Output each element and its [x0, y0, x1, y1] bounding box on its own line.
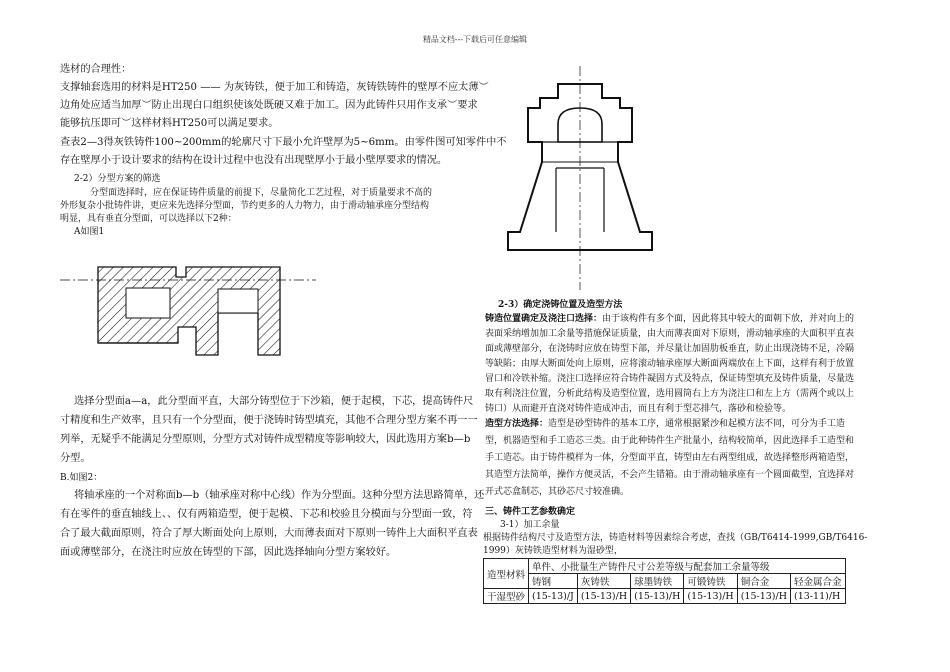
bold-lead: 造型方法选择：: [485, 419, 549, 429]
section-heading: 2-3）确定浇铸位置及造型方法: [498, 300, 623, 310]
paragraph: 支撑轴套选用的材料是HT250 —— 为灰铸铁，便于加工和铸造，灰铸铁铸件的壁厚不应太薄︶: [60, 82, 489, 93]
table-header-cell: 可锻铸铁: [684, 574, 737, 589]
table-header-cell: 单件、小批量生产铸件尺寸公差等级与配套加工余量等级: [529, 559, 846, 574]
paragraph: 表面采纳增加加工余量等措施保证质量，由大而薄表面对下原则，滑动轴承座的大面积平直表: [485, 329, 855, 339]
table-header-cell: 灰铸铁: [577, 574, 630, 589]
figure-2-bearing-seat-drawing: [500, 62, 670, 294]
sub-heading: 3-1）加工余量: [500, 520, 560, 530]
paragraph: 边角处应适当加厚︶防止出现白口组织使该处既硬又难于加工。因为此铸件只用作支承︶要求: [60, 100, 478, 111]
table-header-cell: 造型材料: [484, 559, 529, 589]
paragraph: 选材的合理性：: [60, 64, 132, 75]
paragraph: 由于该构件有多个面，因此将其中较大的面朝下放，并对向上的: [602, 314, 855, 324]
paragraph: 1999）灰铸铁造型材料为湿砂型，: [483, 546, 623, 556]
paragraph: 寸精度和生产效率，且只有一个分型面，便于浇铸时铸型填充，其他不合理分型方案不再一一: [60, 415, 478, 426]
paragraph: 面或薄壁部分，在浇注时应放在铸型的下部，因此选择轴向分型方案较好。: [60, 547, 397, 558]
chapter-heading: 三、铸件工艺参数确定: [485, 507, 576, 517]
page-header: 精品文档---下载后可任意编辑: [422, 35, 528, 44]
paragraph: 开式芯盒制芯，其砂芯尺寸较准确。: [485, 487, 630, 497]
paragraph: 根据铸件结构尺寸及造型方法，铸造材料等因素综合考虑，查找（GB/T6414-1999,GB/T6416-: [483, 533, 868, 543]
machining-allowance-table: [483, 558, 846, 604]
paragraph: 型，机器造型和手工造芯三类。由于此种铸件生产批量小，结构较简单，因此选择手工造型和: [485, 436, 855, 446]
paragraph: 选择分型面a—a，此分型面平直，大部分铸型位于下沙箱，便于起模，下芯，提高铸件尺: [74, 396, 474, 407]
table-header-cell: 铜合金: [737, 574, 790, 589]
figure-1-section-drawing: [58, 243, 320, 365]
table-cell: (15-13)/H: [737, 589, 790, 604]
figure-label: B.如图2：: [60, 473, 103, 483]
table-cell: (15-13)/H: [684, 589, 737, 604]
table-row: [484, 589, 846, 604]
paragraph: 铸口）从而避开直浇对铸件造成冲击，而且有利于型芯排气，落砂和检验等。: [485, 404, 792, 414]
paragraph: 手工造芯。由于铸件模样为一体，分型面平直，铸型由左右两型组成，故选择整形两箱造型，: [485, 453, 855, 463]
paragraph: 查表2—3得灰铁铸件100~200mm的轮廓尺寸下最小允许壁厚为5~6mm。由零件图可知零件中不: [60, 137, 507, 148]
paragraph: 存在壁厚小于设计要求的结构在设计过程中也没有出现壁厚小于最小壁厚要求的情况。: [60, 155, 448, 166]
table-cell: (15-13)/H: [577, 589, 630, 604]
table-header-cell: 轻金属合金: [791, 574, 846, 589]
table-cell: (15-13)/H: [631, 589, 684, 604]
paragraph: 能够抗压即可︶这样材料HT250可以满足要求。: [60, 118, 279, 129]
paragraph: 等缺陷；由厚大断面处向上原则，应将滚动轴承座厚大断面两端放在上下面，这样有利于放置: [485, 359, 855, 369]
table-cell: (15-13)/J: [529, 589, 578, 604]
paragraph: 合了最大截面原则，符合了厚大断面处向上原则，大而薄表面对下原则一铸件上大面积平直表: [60, 528, 478, 539]
table-header-cell: 铸钢: [529, 574, 578, 589]
table-cell: 干湿型砂: [484, 589, 529, 604]
paragraph: 将轴承座的一个对称面b—b（轴承座对称中心线）作为分型面。这种分型方法思路简单，还: [74, 490, 485, 501]
table-header-cell: 球墨铸铁: [631, 574, 684, 589]
table-cell: (13-11)/H: [791, 589, 846, 604]
paragraph: 其造型方法简单，操作方便灵活，不会产生错箱。由于滑动轴承座有一个圆面截型，宜选择对: [485, 470, 855, 480]
paragraph: 明显，具有垂直分型面，可以选择以下2种：: [60, 214, 237, 224]
paragraph: 取有利浇注位置，分析此结构及造型位置，选用圆筒右上方为浇注口和左上方（需两个或以上: [485, 389, 855, 399]
paragraph: 有在零件的垂直轴线上、、仅有两箱造型，便于起模、下芯和校验且分模面与分型面一致，符: [60, 509, 473, 520]
paragraph: 分型面选择时，应在保证铸件质量的前提下，尽量简化工艺过程，对于质量要求不高的: [90, 188, 433, 198]
paragraph: 外形复杂小批铸件讲，更应来先选择分型面，节约更多的人力物力，由于滑动轴承座分型结构: [60, 201, 430, 211]
figure-label: A如图1: [74, 227, 105, 237]
paragraph: 列举，无疑乎不能满足分型原则，分型方式对铸件成型精度等影响较大，因此选用方案b—b: [60, 434, 471, 445]
paragraph: 面或薄壁部分，在浇铸时应放在铸型下部，并尽量让加固肋板垂直，防止出现浇铸不足，冷隔: [485, 344, 855, 354]
paragraph: 分型。: [60, 453, 91, 464]
section-heading: 2-2）分型方案的筛选: [74, 174, 161, 184]
paragraph: 冒口和冷铁补缩。浇注口选择应符合铸件凝固方式及特点，保证铸型填充及铸件质量，尽量选: [485, 374, 855, 384]
paragraph: 造型是砂型铸件的基本工序，通常根据紧沙和起模方法不同，可分为手工造: [548, 419, 846, 429]
bold-lead: 铸造位置确定及浇注口选择：: [485, 314, 603, 324]
